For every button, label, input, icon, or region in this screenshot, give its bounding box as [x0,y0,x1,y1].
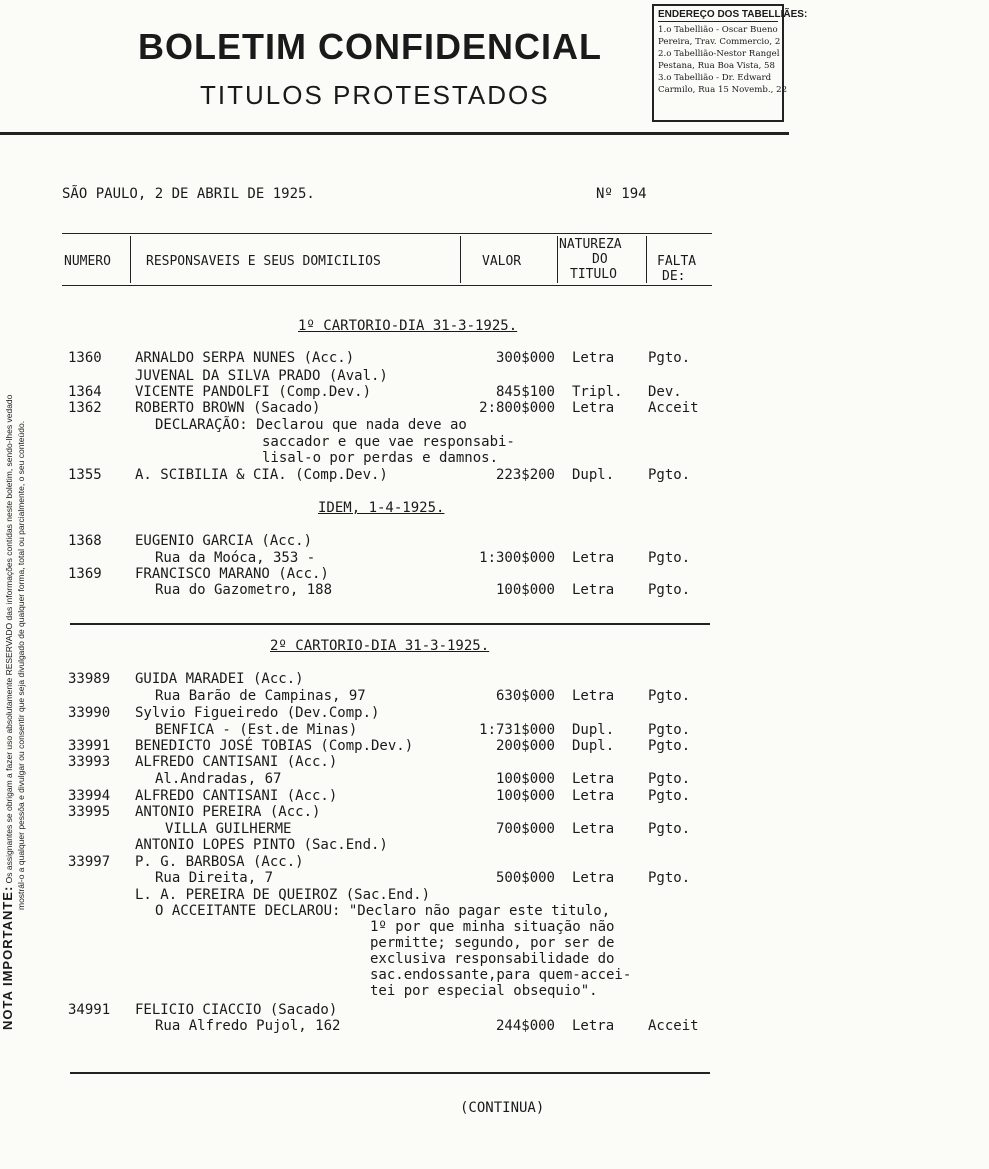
row-reason: Pgto. [648,550,691,566]
table-top-rule [62,233,712,234]
row-responsible: Rua Barão de Campinas, 97 [155,688,366,704]
row-value: 500$000 [495,870,555,886]
row-number: 1369 [68,566,102,582]
row-responsible: ROBERTO BROWN (Sacado) [135,400,321,416]
row-responsible: ALFREDO CANTISANI (Acc.) [135,788,338,804]
col-falta: FALTA [657,254,697,269]
row-responsible: FRANCISCO MARANO (Acc.) [135,566,329,582]
row-reason: Pgto. [648,771,691,787]
row-title-type: Dupl. [572,738,615,754]
row-reason: Acceit [648,1018,699,1034]
row-responsible: P. G. BARBOSA (Acc.) [135,854,304,870]
row-title-type: Letra [572,350,615,366]
section-heading: IDEM, 1-4-1925. [318,500,445,516]
column-divider [557,236,558,283]
col-responsaveis: RESPONSAVEIS E SEUS DOMICILIOS [146,254,381,269]
row-responsible: BENEDICTO JOSÉ TOBIAS (Comp.Dev.) [135,738,414,754]
row-number: 1364 [68,384,102,400]
address-line: Pestana, Rua Boa Vista, 58 [658,61,775,71]
row-responsible: sac.endossante,para quem-accei- [370,967,632,983]
row-number: 33989 [68,671,111,687]
col-natureza: NATUREZA [559,237,622,252]
row-responsible: 1º por que minha situação não [370,919,615,935]
row-value: 300$000 [495,350,555,366]
row-value: 1:300$000 [479,550,555,566]
section-heading: 2º CARTORIO-DIA 31-3-1925. [270,638,490,654]
row-reason: Pgto. [648,722,691,738]
row-value: 223$200 [495,467,555,483]
row-number: 34991 [68,1002,111,1018]
col-numero: NUMERO [64,254,111,269]
row-value: 630$000 [495,688,555,704]
row-responsible: Rua da Moóca, 353 - [155,550,316,566]
row-responsible: Rua Alfredo Pujol, 162 [155,1018,341,1034]
row-responsible: VICENTE PANDOLFI (Comp.Dev.) [135,384,372,400]
row-reason: Acceit [648,400,699,416]
row-responsible: A. SCIBILIA & CIA. (Comp.Dev.) [135,467,388,483]
address-line: 1.o Tabellião - Oscar Bueno [658,25,778,35]
row-value: 1:731$000 [479,722,555,738]
note-line-1: Os assignantes se obrigam a fazer uso absolutamente RESERVADO das informações contidas neste boletim, sendo-lhes vedado [4,394,14,884]
note-label: NOTA IMPORTANTE: [0,885,15,1030]
row-responsible: saccador e que vae responsabi- [262,434,515,450]
row-reason: Pgto. [648,688,691,704]
row-title-type: Tripl. [572,384,623,400]
row-responsible: JUVENAL DA SILVA PRADO (Aval.) [135,368,388,384]
row-number: 33995 [68,804,111,820]
row-responsible: Rua Direita, 7 [155,870,274,886]
row-reason: Pgto. [648,738,691,754]
row-responsible: permitte; segundo, por ser de [370,935,615,951]
continued-note: (CONTINUA) [460,1100,545,1116]
row-responsible: FELICIO CIACCIO (Sacado) [135,1002,338,1018]
row-value: 2:800$000 [479,400,555,416]
confidentiality-note [2,200,27,1030]
row-responsible: EUGENIO GARCIA (Acc.) [135,533,313,549]
column-divider [646,236,647,283]
row-title-type: Letra [572,1018,615,1034]
row-responsible: DECLARAÇÃO: Declarou que nada deve ao [155,417,467,433]
table-header-rule [62,285,712,286]
col-falta-de: DE: [662,269,686,284]
section-rule [70,623,710,625]
place-date: SÃO PAULO, 2 DE ABRIL DE 1925. [62,186,315,202]
row-responsible: O ACCEITANTE DECLAROU: "Declaro não pagar este titulo, [155,903,611,919]
row-responsible: Rua do Gazometro, 188 [155,582,333,598]
col-valor: VALOR [482,254,522,269]
row-number: 1355 [68,467,102,483]
row-responsible: ARNALDO SERPA NUNES (Acc.) [135,350,355,366]
row-number: 33993 [68,754,111,770]
row-reason: Pgto. [648,582,691,598]
row-number: 33991 [68,738,111,754]
row-reason: Dev. [648,384,682,400]
row-number: 1360 [68,350,102,366]
row-title-type: Letra [572,771,615,787]
address-line: Carmilo, Rua 15 Novemb., 22 [658,85,788,95]
row-value: 100$000 [495,771,555,787]
column-divider [130,236,131,283]
row-value: 700$000 [495,821,555,837]
row-number: 33994 [68,788,111,804]
row-reason: Pgto. [648,870,691,886]
address-box-heading: ENDEREÇO DOS TABELLIÃES: [658,9,808,20]
address-line: 2.o Tabellião-Nestor Rangel [658,49,780,59]
row-title-type: Letra [572,788,615,804]
col-natureza-titulo: TITULO [570,267,617,282]
row-responsible: L. A. PEREIRA DE QUEIROZ (Sac.End.) [135,887,431,903]
row-value: 244$000 [495,1018,555,1034]
row-responsible: VILLA GUILHERME [165,821,292,837]
row-title-type: Dupl. [572,467,615,483]
section-heading: 1º CARTORIO-DIA 31-3-1925. [298,318,518,334]
row-number: 1362 [68,400,102,416]
note-line-2: mostrál-o a qualquer pessôa e divulgar ou consentir que seja divulgado de qualquer forma, total ou parcialmente, o seu conteúdo. [16,420,26,910]
row-responsible: lisal-o por perdas e damnos. [262,450,499,466]
row-responsible: tei por especial obsequio". [370,983,598,999]
row-number: 1368 [68,533,102,549]
row-reason: Pgto. [648,350,691,366]
column-divider [460,236,461,283]
row-responsible: BENFICA - (Est.de Minas) [155,722,358,738]
row-responsible: ANTONIO LOPES PINTO (Sac.End.) [135,837,388,853]
row-responsible: Sylvio Figueiredo (Dev.Comp.) [135,705,380,721]
row-number: 33990 [68,705,111,721]
bulletin-title: BOLETIM CONFIDENCIAL [138,26,602,67]
notary-address-box [652,4,808,122]
row-title-type: Dupl. [572,722,615,738]
row-title-type: Letra [572,688,615,704]
row-value: 200$000 [495,738,555,754]
address-line: 3.o Tabellião - Dr. Edward [658,73,772,83]
row-value: 100$000 [495,582,555,598]
col-natureza-do: DO [592,252,608,267]
row-reason: Pgto. [648,467,691,483]
row-responsible: Al.Andradas, 67 [155,771,282,787]
header-rule [0,132,789,135]
row-responsible: exclusiva responsabilidade do [370,951,615,967]
bulletin-number: Nº 194 [596,186,647,202]
footer-rule [70,1072,710,1074]
row-number: 33997 [68,854,111,870]
row-title-type: Letra [572,821,615,837]
row-title-type: Letra [572,870,615,886]
row-title-type: Letra [572,582,615,598]
address-line: Pereira, Trav. Commercio, 2 [658,37,781,47]
row-title-type: Letra [572,400,615,416]
row-title-type: Letra [572,550,615,566]
row-reason: Pgto. [648,788,691,804]
bulletin-subtitle: TITULOS PROTESTADOS [200,80,550,110]
row-reason: Pgto. [648,821,691,837]
row-responsible: ALFREDO CANTISANI (Acc.) [135,754,338,770]
row-value: 845$100 [495,384,555,400]
row-responsible: GUIDA MARADEI (Acc.) [135,671,304,687]
row-value: 100$000 [495,788,555,804]
row-responsible: ANTONIO PEREIRA (Acc.) [135,804,321,820]
